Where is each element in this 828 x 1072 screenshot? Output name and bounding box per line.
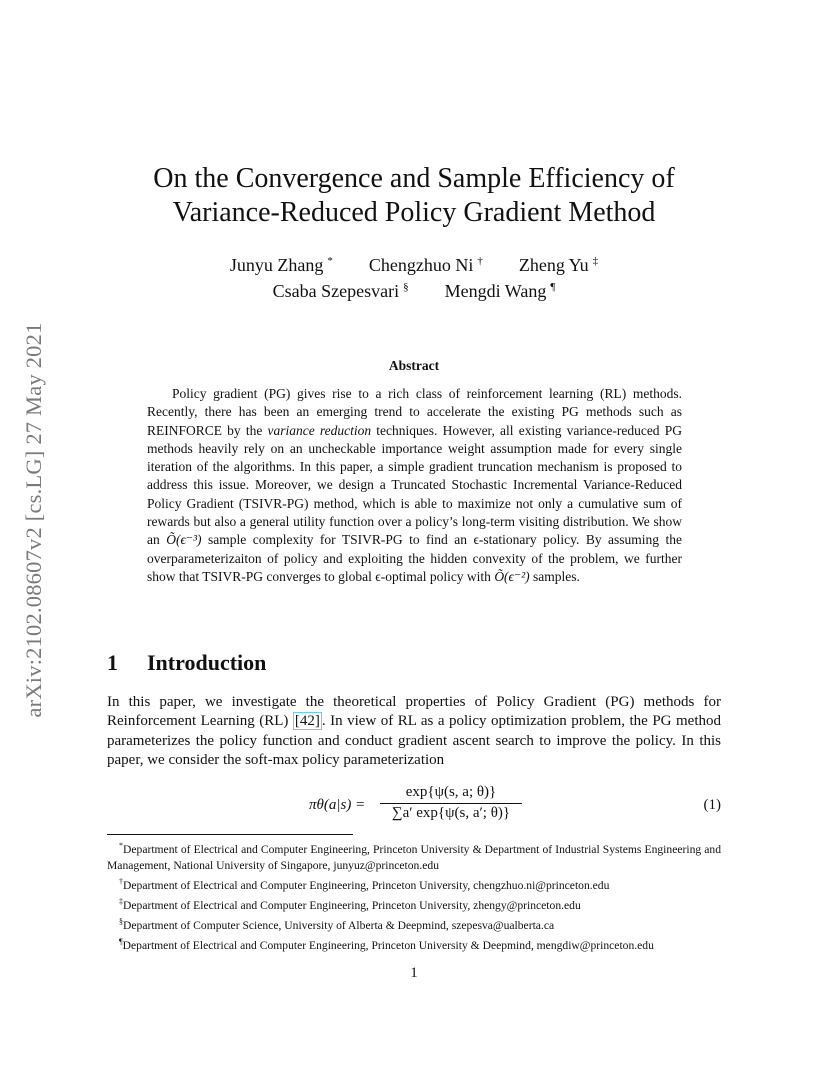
- section-number: 1: [107, 650, 118, 675]
- author: Zheng Yu ‡: [518, 255, 599, 275]
- author: Csaba Szepesvari §: [272, 281, 409, 301]
- equation-label: (1): [703, 797, 721, 813]
- author-row-2: [0, 280, 828, 302]
- title-line-1: On the Convergence and Sample Efficiency of: [153, 163, 675, 194]
- paper-title: [0, 162, 828, 230]
- author-mark: *: [327, 255, 333, 267]
- title-line-2: Variance-Reduced Policy Gradient Method: [172, 197, 656, 228]
- author: Mengdi Wang ¶: [444, 281, 556, 301]
- footnote: †Department of Electrical and Computer Engineering, Princeton University, chengzhuo.ni@princeton.edu: [119, 877, 610, 893]
- author-mark: ‡: [592, 255, 599, 267]
- equation: [107, 784, 721, 828]
- complexity-bound: Õ(ϵ⁻²): [494, 568, 530, 584]
- page-number: 1: [410, 965, 418, 981]
- equation-lhs: πθ(a|s) =: [309, 797, 366, 813]
- abstract-emphasis: variance reduction: [267, 422, 372, 438]
- equation-fraction: [380, 784, 522, 822]
- intro-paragraph: In this paper, we investigate the theoretical properties of Policy Gradient (PG) methods for Reinforcement Learning (RL) [42] . In view of RL as a policy optimization problem, the PG method parameterizes the policy function and conduct gradient ascent search to improve the policy. In this paper, we consider the soft-max policy parameterization: [107, 694, 721, 769]
- citation-link[interactable]: [42]: [294, 713, 320, 730]
- author-mark: ¶: [550, 281, 556, 293]
- footnote: *Department of Electrical and Computer Engineering, Princeton University & Department of Industrial Systems Engineering and Management, National University of Singapore, junyuz@princeton.edu: [107, 841, 721, 873]
- section-heading: [107, 650, 266, 676]
- author-mark: †: [477, 255, 483, 267]
- footnote: ‡Department of Electrical and Computer Engineering, Princeton University, zhengy@princeton.edu: [119, 897, 581, 913]
- footnotes: [107, 838, 721, 955]
- footnote-divider: [107, 834, 353, 835]
- footnote: §Department of Computer Science, University of Alberta & Deepmind, szepesva@ualberta.ca: [119, 917, 555, 933]
- equation-numerator: exp{ψ(s, a; θ)}: [380, 784, 522, 804]
- author-mark: §: [403, 281, 409, 293]
- author: Chengzhuo Ni †: [368, 255, 483, 275]
- arxiv-stamp-text: arXiv:2102.08607v2 [cs.LG] 27 May 2021: [21, 322, 46, 718]
- section-title: Introduction: [147, 650, 267, 675]
- abstract-heading: Abstract: [388, 358, 440, 373]
- complexity-bound: Õ(ϵ⁻³): [166, 532, 202, 548]
- author: Junyu Zhang *: [229, 255, 333, 275]
- author-row-1: [0, 254, 828, 276]
- footnote: ¶Department of Electrical and Computer Engineering, Princeton University & Deepmind, mengdiw@princeton.edu: [119, 937, 654, 953]
- equation-denominator: ∑a′ exp{ψ(s, a′; θ)}: [391, 805, 511, 821]
- abstract-text: Policy gradient (PG) gives rise to a rich class of reinforcement learning (RL) methods. Recently, there has been an emerging trend to accelerate the existing PG methods such as REINFORCE by the variance reduction techniques. However, all existing variance-reduced PG methods heavily rely on an uncheckable importance weight assumption made for every single iteration of the algorithms. In this paper, a simple gradient truncation mechanism is proposed to address this issue. Moreover, we design a Truncated Stochastic Incremental Variance-Reduced Policy Gradient (TSIVR-PG) method, which is able to maximize not only a cumulative sum of rewards but also a general utility function over a policy’s long-term visiting distribution. We show an Õ(ϵ⁻³) sample complexity for TSIVR-PG to find an ϵ-stationary policy. By assuming the overparameterizaiton of policy and exploiting the hidden convexity of the problem, we further show that TSIVR-PG converges to global ϵ-optimal policy with Õ(ϵ⁻²) samples.: [147, 386, 682, 584]
